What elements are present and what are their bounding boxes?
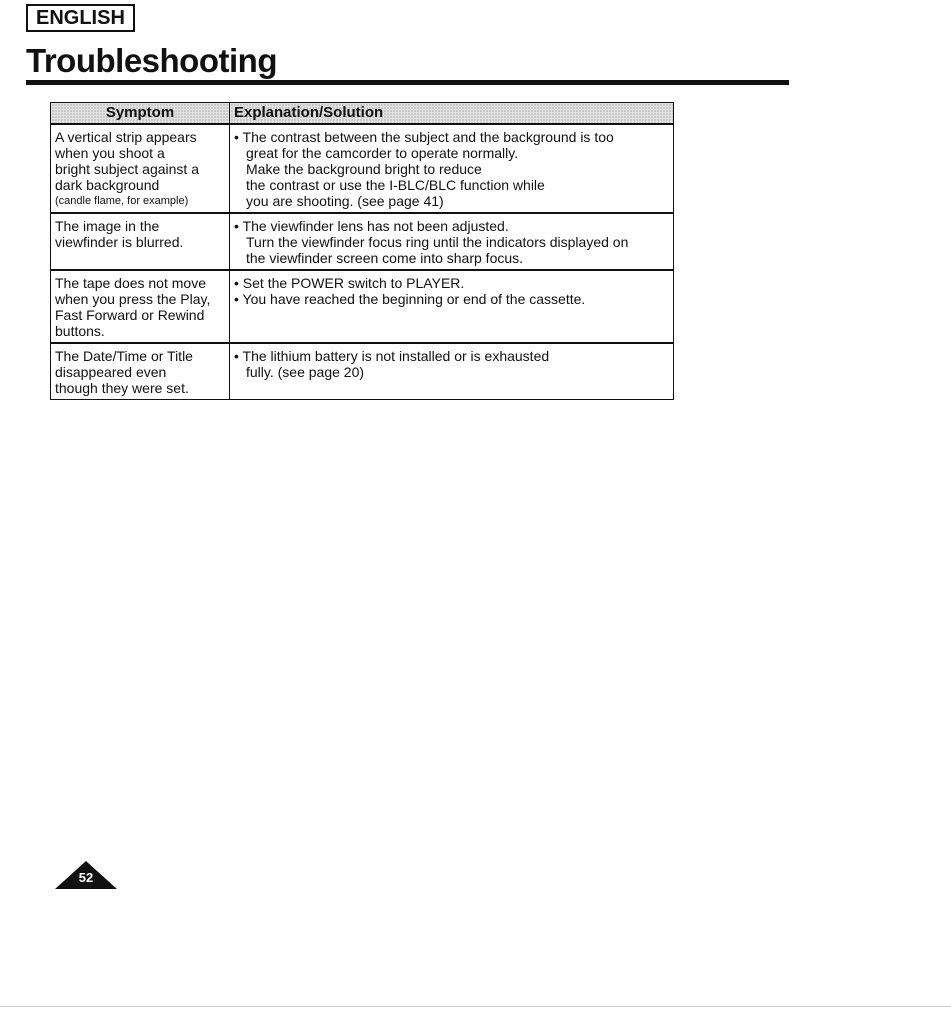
symptom-line: dark background	[55, 177, 160, 193]
solution-bullet: • The lithium battery is not installed or is exhausted	[234, 348, 669, 364]
page-title: Troubleshooting	[26, 42, 277, 79]
solution-line: Make the background bright to reduce	[246, 161, 482, 177]
solution-bullet: • The viewfinder lens has not been adjusted.	[234, 218, 669, 234]
symptom-cell	[51, 270, 230, 343]
solution-line: Turn the viewfinder focus ring until the indicators displayed on	[246, 234, 629, 250]
solution-cell	[230, 213, 674, 270]
solution-line: you are shooting. (see page 41)	[246, 193, 444, 209]
solution-bullet: • The contrast between the subject and the background is too	[234, 129, 669, 145]
solution-cell	[230, 124, 674, 213]
symptom-line: though they were set.	[55, 380, 189, 396]
symptom-line: when you press the Play,	[55, 291, 211, 307]
title-rule	[26, 80, 789, 85]
symptom-line: buttons.	[55, 323, 105, 339]
solution-header: Explanation/Solution	[230, 103, 674, 125]
language-badge: ENGLISH	[26, 4, 135, 32]
solution-bullet: • You have reached the beginning or end of the cassette.	[234, 291, 669, 307]
table-row	[51, 213, 674, 270]
symptom-cell	[51, 213, 230, 270]
scan-edge-line	[0, 1006, 951, 1007]
troubleshooting-table	[50, 102, 674, 400]
symptom-note: (candle flame, for example)	[55, 195, 189, 207]
symptom-line: bright subject against a	[55, 161, 199, 177]
solution-line: great for the camcorder to operate normally.	[246, 145, 519, 161]
symptom-line: Fast Forward or Rewind	[55, 307, 205, 323]
table-row	[51, 343, 674, 400]
solution-cell	[230, 270, 674, 343]
symptom-line: The image in the	[55, 218, 160, 234]
table-row	[51, 124, 674, 213]
table-header-row	[51, 103, 674, 125]
symptom-line: The Date/Time or Title	[55, 348, 193, 364]
solution-cell	[230, 343, 674, 400]
symptom-line: when you shoot a	[55, 145, 165, 161]
symptom-line: A vertical strip appears	[55, 129, 197, 145]
symptom-cell	[51, 343, 230, 400]
solution-line: the contrast or use the I-BLC/BLC function while	[246, 177, 545, 193]
symptom-header: Symptom	[51, 103, 230, 125]
symptom-line: viewfinder is blurred.	[55, 234, 184, 250]
table-row	[51, 270, 674, 343]
solution-bullet: • Set the POWER switch to PLAYER.	[234, 275, 669, 291]
solution-line: fully. (see page 20)	[246, 364, 365, 380]
symptom-line: disappeared even	[55, 364, 167, 380]
solution-line: the viewfinder screen come into sharp focus.	[246, 250, 524, 266]
page-number: 52	[78, 870, 94, 885]
symptom-line: The tape does not move	[55, 275, 206, 291]
symptom-cell	[51, 124, 230, 213]
